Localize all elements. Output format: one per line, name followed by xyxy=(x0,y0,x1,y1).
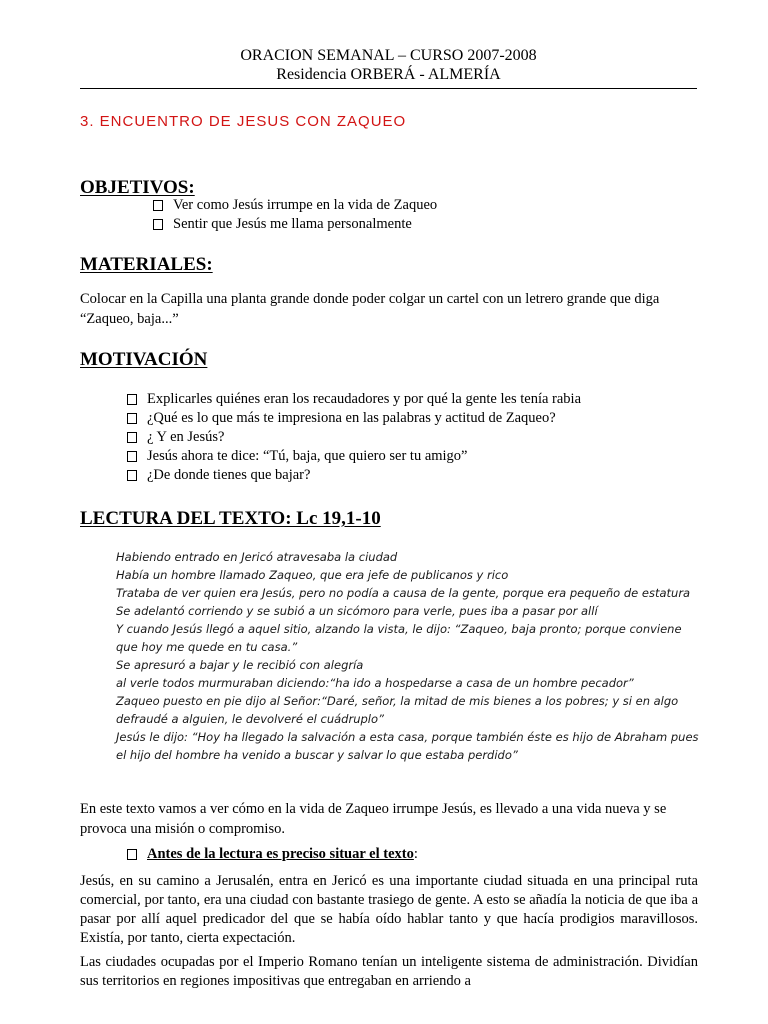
header-divider xyxy=(80,88,697,89)
reading-line: Y cuando Jesús llegó a aquel sitio, alzando la vista, le dijo: “Zaqueo, baja pronto; porque conviene que hoy me quede en tu casa.” xyxy=(116,622,682,654)
reading-line: Trataba de ver quien era Jesús, pero no podía a causa de la gente, porque era pequeño de estatura xyxy=(116,586,691,600)
reading-line: Se adelantó corriendo y se subió a un sicómoro para verle, pues iba a pasar por allí xyxy=(116,604,598,618)
motivacion-heading: MOTIVACIÓN xyxy=(80,349,208,370)
jesus-paragraph: Jesús, en su camino a Jerusalén, entra en Jericó es una importante ciudad situada en una principal ruta comercial, por tanto, era una ciudad con bastante trasiego de gente. A esto se añadía la noticia de que iba a pasar por allí aquel predicador del que se había oído hablar tanto y que hacía prodigios maravillosos. Existía, por tanto, cierta expectación. xyxy=(80,873,698,946)
reading-line: Se apresuró a bajar y le recibió con alegría xyxy=(116,658,364,672)
list-item xyxy=(127,447,581,466)
objetivo-text: Ver como Jesús irrumpe en la vida de Zaqueo xyxy=(173,197,438,213)
checkbox-bullet-icon xyxy=(127,849,137,860)
ciudades-paragraph: Las ciudades ocupadas por el Imperio Romano tenían un inteligente sistema de administración. Dividían sus territorios en regiones impositivas que entregaban en arriendo a xyxy=(80,954,698,989)
checkbox-bullet-icon xyxy=(153,219,163,230)
antes-bullet xyxy=(127,846,418,863)
reading-line: Había un hombre llamado Zaqueo, que era jefe de publicanos y rico xyxy=(116,568,509,582)
list-item xyxy=(127,409,581,428)
antes-colon: : xyxy=(413,846,418,862)
checkbox-bullet-icon xyxy=(127,413,137,424)
reading-passage xyxy=(116,548,706,764)
materiales-text: Colocar en la Capilla una planta grande donde poder colgar un cartel con un letrero grande que diga “Zaqueo, baja...” xyxy=(80,291,660,327)
lectura-heading: LECTURA DEL TEXTO: Lc 19,1-10 xyxy=(80,508,381,529)
intro-paragraph: En este texto vamos a ver cómo en la vida de Zaqueo irrumpe Jesús, es llevado a una vida nueva y se provoca una misión o compromiso. xyxy=(80,801,667,837)
reading-line: al verle todos murmuraban diciendo:“ha ido a hospedarse a casa de un hombre pecador” xyxy=(116,676,634,690)
reading-line: Zaqueo puesto en pie dijo al Señor:“Daré, señor, la mitad de mis bienes a los pobres; y si en algo defraudé a alguien, le devolveré el cuádruplo” xyxy=(116,694,679,726)
list-item xyxy=(127,466,581,485)
header-course-line: ORACION SEMANAL – CURSO 2007-2008 xyxy=(240,47,537,64)
objetivos-heading: OBJETIVOS: xyxy=(80,177,195,198)
checkbox-bullet-icon xyxy=(127,451,137,462)
checkbox-bullet-icon xyxy=(127,432,137,443)
document-header xyxy=(80,46,697,84)
objetivo-text: Sentir que Jesús me llama personalmente xyxy=(173,216,412,232)
motivacion-text: ¿De donde tienes que bajar? xyxy=(147,467,311,483)
header-residence-line: Residencia ORBERÁ - ALMERÍA xyxy=(276,66,501,83)
checkbox-bullet-icon xyxy=(127,470,137,481)
reading-line: Jesús le dijo: “Hoy ha llegado la salvación a esta casa, porque también éste es hijo de Abraham pues el hijo del hombre ha venido a buscar y salvar lo que estaba perdido” xyxy=(116,730,699,762)
motivacion-list xyxy=(127,390,581,485)
motivacion-text: ¿ Y en Jesús? xyxy=(147,429,225,445)
list-item xyxy=(127,390,581,409)
checkbox-bullet-icon xyxy=(127,394,137,405)
list-item xyxy=(153,196,437,215)
motivacion-text: ¿Qué es lo que más te impresiona en las palabras y actitud de Zaqueo? xyxy=(147,410,556,426)
list-item xyxy=(127,428,581,447)
motivacion-text: Explicarles quiénes eran los recaudadores y por qué la gente les tenía rabia xyxy=(147,391,582,407)
materiales-heading: MATERIALES: xyxy=(80,254,213,275)
checkbox-bullet-icon xyxy=(153,200,163,211)
antes-text: Antes de la lectura es preciso situar el texto xyxy=(147,846,414,862)
motivacion-text: Jesús ahora te dice: “Tú, baja, que quiero ser tu amigo” xyxy=(147,448,468,464)
objetivos-list xyxy=(153,196,437,234)
section-title: 3. ENCUENTRO DE JESUS CON ZAQUEO xyxy=(80,113,407,130)
list-item xyxy=(153,215,437,234)
reading-line: Habiendo entrado en Jericó atravesaba la ciudad xyxy=(116,550,398,564)
